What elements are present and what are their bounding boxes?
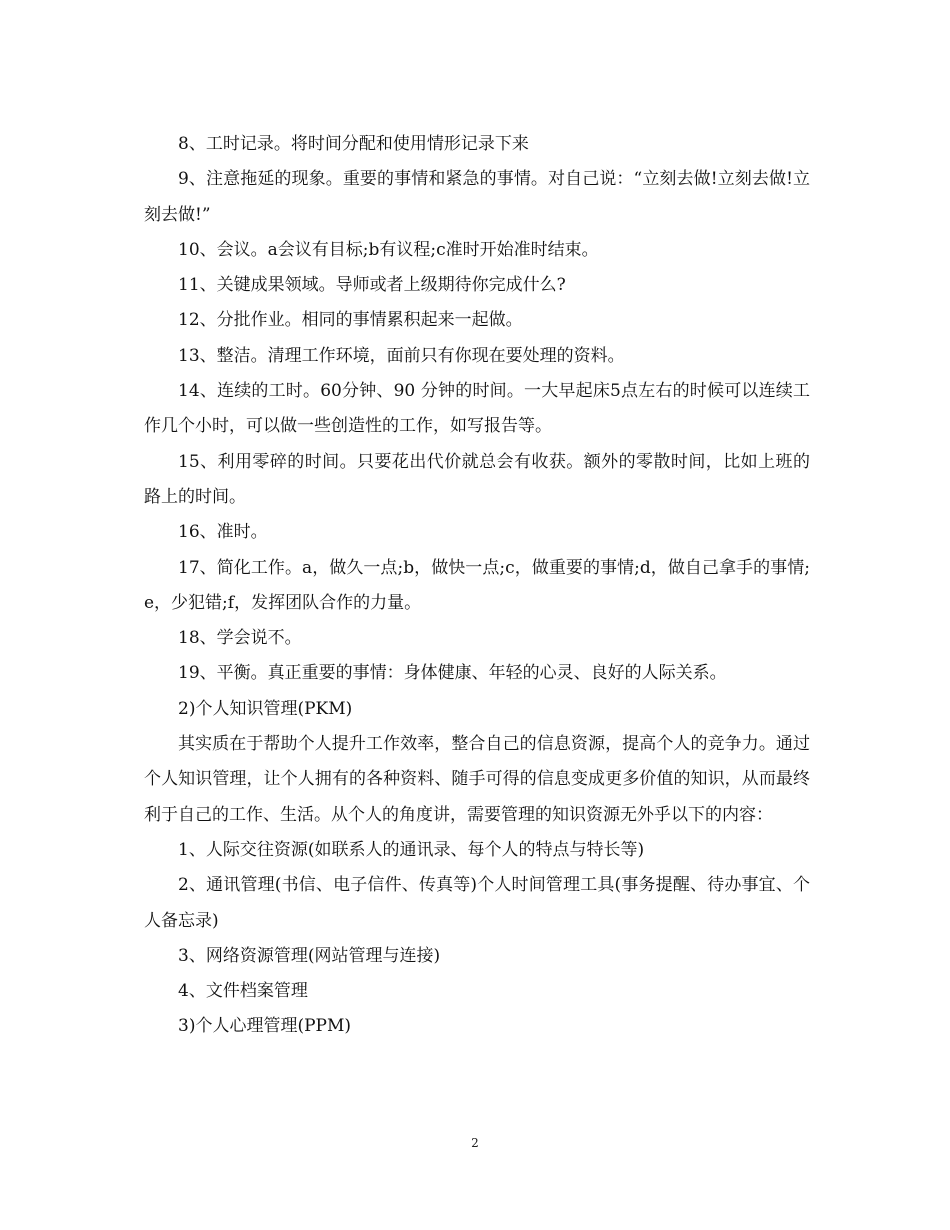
paragraph: 12、分批作业。相同的事情累积起来一起做。 — [178, 310, 523, 331]
paragraph: 10、会议。a会议有目标;b有议程;c准时开始准时结束。 — [178, 239, 599, 260]
paragraph: 4、文件档案管理 — [178, 981, 308, 1002]
page-number: 2 — [471, 1136, 479, 1150]
paragraph: 1、人际交往资源(如联系人的通讯录、每个人的特点与特长等) — [178, 839, 645, 860]
section-heading: 2)个人知识管理(PKM) — [178, 698, 353, 719]
section-heading: 3)个人心理管理(PPM) — [178, 1016, 351, 1037]
paragraph: 2、通讯管理(书信、电子信件、传真等)个人时间管理工具(事务提醒、待办事宜、个人备忘录) — [144, 875, 810, 931]
paragraph: 15、利用零碎的时间。只要花出代价就总会有收获。额外的零散时间，比如上班的路上的时间。 — [144, 451, 810, 507]
paragraph: 11、关键成果领域。导师或者上级期待你完成什么? — [178, 275, 566, 296]
paragraph: 13、整洁。清理工作环境，面前只有你现在要处理的资料。 — [178, 345, 625, 366]
paragraph: 18、学会说不。 — [178, 628, 302, 649]
paragraph: 16、准时。 — [178, 522, 268, 543]
paragraph: 9、注意拖延的现象。重要的事情和紧急的事情。对自己说：“立刻去做!立刻去做!立刻去做!” — [144, 169, 810, 225]
paragraph: 19、平衡。真正重要的事情：身体健康、年轻的心灵、良好的人际关系。 — [178, 663, 727, 684]
paragraph: 3、网络资源管理(网站管理与连接) — [178, 945, 441, 966]
document-body — [144, 127, 810, 1045]
paragraph: 17、简化工作。a，做久一点;b，做快一点;c，做重要的事情;d，做自己拿手的事情;e，少犯错;f，发挥团队合作的力量。 — [144, 557, 810, 613]
paragraph: 8、工时记录。将时间分配和使用情形记录下来 — [178, 134, 529, 154]
paragraph: 其实质在于帮助个人提升工作效率，整合自己的信息资源，提高个人的竞争力。通过个人知识管理，让个人拥有的各种资料、随手可得的信息变成更多价值的知识，从而最终利于自己的工作、生活。从个人的角度讲，需要管理的知识资源无外乎以下的内容： — [144, 734, 810, 825]
paragraph: 14、连续的工时。60分钟、90 分钟的时间。一大早起床5点左右的时候可以连续工作几个小时，可以做一些创造性的工作，如写报告等。 — [144, 381, 810, 437]
